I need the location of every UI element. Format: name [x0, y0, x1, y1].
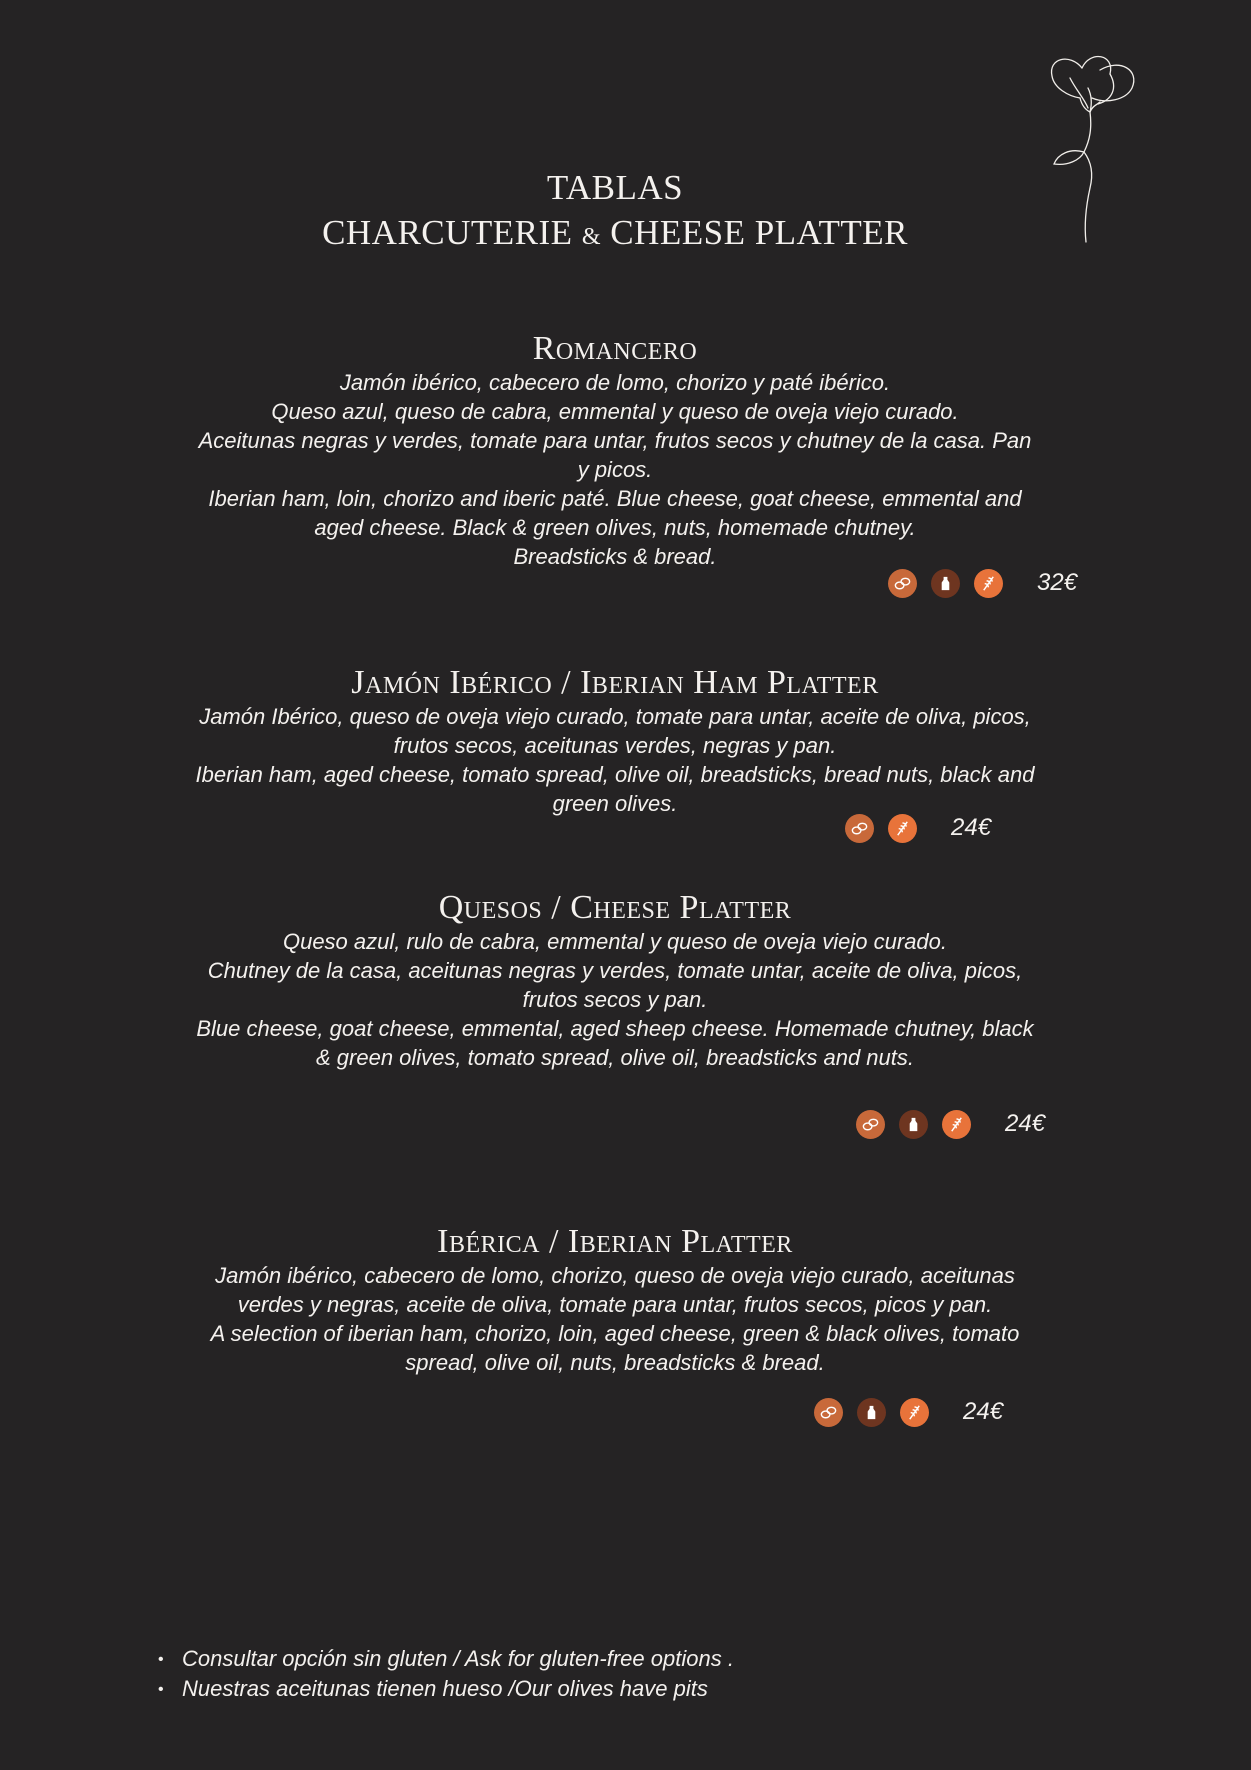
menu-item-cheese-platter: [120, 889, 1110, 1072]
gluten-icon: [900, 1398, 929, 1427]
description-line: Jamón ibérico, cabecero de lomo, chorizo y paté ibérico.: [339, 370, 891, 395]
price-label: 24€: [963, 1398, 1004, 1425]
menu-item-romancero: [120, 330, 1110, 571]
subtitle-part-2: CHEESE PLATTER: [600, 213, 908, 252]
description-line: Iberian ham, aged cheese, tomato spread, olive oil, breadsticks, bread nuts, black and: [195, 762, 1035, 787]
menu-item-description: [120, 1261, 1110, 1377]
allergen-price-row: [814, 1396, 1003, 1428]
milk-icon: [857, 1398, 886, 1427]
note-item: [158, 1644, 734, 1674]
nuts-icon: [845, 814, 874, 843]
description-line: spread, olive oil, nuts, breadsticks & bread.: [405, 1350, 825, 1375]
menu-item-description: [120, 368, 1110, 571]
menu-item-title: Quesos / Cheese Platter: [438, 889, 792, 926]
nuts-icon: [856, 1110, 885, 1139]
subtitle-part-1: CHARCUTERIE: [322, 213, 582, 252]
menu-item-title: Jamón Ibérico / Iberian Ham Platter: [351, 664, 879, 701]
description-line: Chutney de la casa, aceitunas negras y verdes, tomate untar, aceite de oliva, picos,: [207, 958, 1023, 983]
description-line: Blue cheese, goat cheese, emmental, aged sheep cheese. Homemade chutney, black: [196, 1016, 1034, 1041]
description-line: A selection of iberian ham, chorizo, loin, aged cheese, green & black olives, tomato: [210, 1321, 1020, 1346]
page-title: TABLAS: [546, 168, 684, 207]
description-line: Jamón Ibérico, queso de oveja viejo curado, tomate para untar, aceite de oliva, picos,: [199, 704, 1031, 729]
description-line: y picos.: [577, 457, 653, 482]
menu-item-description: [120, 702, 1110, 818]
description-line: Iberian ham, loin, chorizo and iberic paté. Blue cheese, goat cheese, emmental and: [208, 486, 1022, 511]
subtitle-ampersand: &: [581, 224, 601, 250]
nuts-icon: [888, 569, 917, 598]
allergen-price-row: [856, 1108, 1045, 1140]
gluten-icon: [942, 1110, 971, 1139]
gluten-icon: [974, 569, 1003, 598]
note-item: [158, 1674, 734, 1704]
description-line: frutos secos y pan.: [522, 987, 708, 1012]
note-text: Nuestras aceitunas tienen hueso /Our olives have pits: [182, 1676, 708, 1701]
description-line: frutos secos, aceitunas verdes, negras y pan.: [393, 733, 837, 758]
menu-item-description: [120, 927, 1110, 1072]
description-line: verdes y negras, aceite de oliva, tomate para untar, frutos secos, picos y pan.: [237, 1292, 993, 1317]
description-line: Queso azul, rulo de cabra, emmental y queso de oveja viejo curado.: [282, 929, 948, 954]
description-line: Queso azul, queso de cabra, emmental y queso de oveja viejo curado.: [271, 399, 959, 424]
allergen-price-row: [888, 567, 1077, 599]
nuts-icon: [814, 1398, 843, 1427]
note-text: Consultar opción sin gluten / Ask for gluten-free options .: [182, 1646, 734, 1671]
bullet-icon: •: [158, 1681, 164, 1698]
menu-item-iberian-platter: [120, 1223, 1110, 1377]
milk-icon: [899, 1110, 928, 1139]
description-line: Jamón ibérico, cabecero de lomo, chorizo, queso de oveja viejo curado, aceitunas: [215, 1263, 1015, 1288]
menu-item-title: Ibérica / Iberian Platter: [437, 1223, 793, 1260]
footer-notes: [158, 1644, 734, 1704]
bullet-icon: •: [158, 1651, 164, 1668]
page-subtitle: [0, 213, 1230, 253]
allergen-price-row: [845, 812, 991, 844]
description-line: aged cheese. Black & green olives, nuts, homemade chutney.: [314, 515, 916, 540]
description-line: Breadsticks & bread.: [513, 544, 717, 569]
description-line: & green olives, tomato spread, olive oil, breadsticks and nuts.: [316, 1045, 914, 1070]
description-line: Aceitunas negras y verdes, tomate para untar, frutos secos y chutney de la casa. Pan: [198, 428, 1032, 453]
menu-item-title: Romancero: [532, 330, 698, 367]
price-label: 24€: [1005, 1110, 1046, 1137]
gluten-icon: [888, 814, 917, 843]
milk-icon: [931, 569, 960, 598]
price-label: 32€: [1037, 569, 1078, 596]
menu-item-iberian-ham-platter: [120, 664, 1110, 818]
description-line: green olives.: [552, 791, 678, 816]
price-label: 24€: [951, 814, 992, 841]
